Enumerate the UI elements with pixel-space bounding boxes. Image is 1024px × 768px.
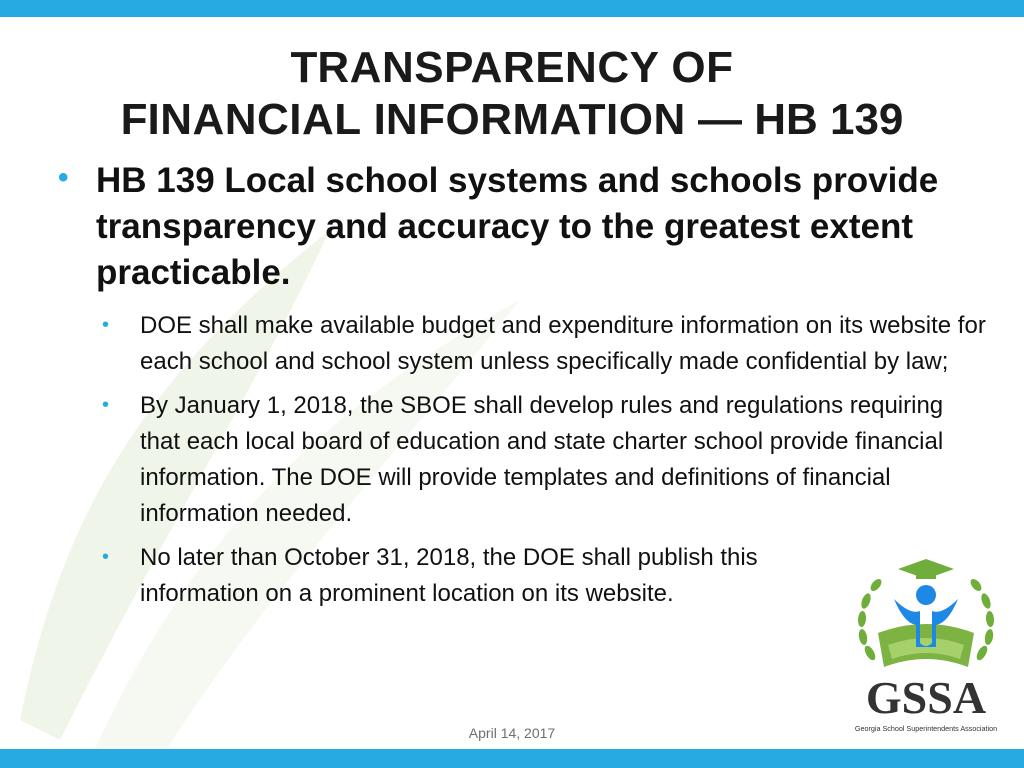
- sub-bullet-text: No later than October 31, 2018, the DOE shall publish this information on a prominent location on its website.: [140, 544, 758, 607]
- sub-bullet: [102, 308, 988, 380]
- logo-name: GSSA: [865, 672, 987, 723]
- bullet-icon: •: [102, 546, 110, 568]
- bullet-icon: •: [102, 394, 110, 416]
- slide-body: [58, 158, 988, 612]
- bullet-icon: •: [102, 314, 110, 336]
- title-line-2: FINANCIAL INFORMATION — HB 139: [120, 95, 904, 144]
- title-line-1: TRANSPARENCY OF: [290, 43, 734, 92]
- sub-bullet-text: DOE shall make available budget and expenditure information on its website for each school and school system unless specifically made confidential by law;: [140, 312, 986, 375]
- gssa-logo-icon: [836, 555, 1016, 743]
- sub-bullet: [102, 540, 862, 612]
- sub-bullet-text: By January 1, 2018, the SBOE shall develop rules and regulations requiring that each local board of education and state charter school provide financial information. The DOE will provide templates and definitions of financial information needed.: [140, 392, 944, 527]
- main-bullet-text: HB 139 Local school systems and schools provide transparency and accuracy to the greatest extent practicable.: [96, 161, 939, 292]
- bullet-icon: •: [58, 161, 69, 194]
- slide-title: [0, 42, 1024, 146]
- logo-tagline: Georgia School Superintendents Association: [854, 724, 998, 733]
- bottom-accent-bar: [0, 749, 1024, 768]
- main-bullet: [58, 158, 988, 296]
- footer-date: April 14, 2017: [468, 725, 556, 741]
- sub-bullet: [102, 388, 988, 532]
